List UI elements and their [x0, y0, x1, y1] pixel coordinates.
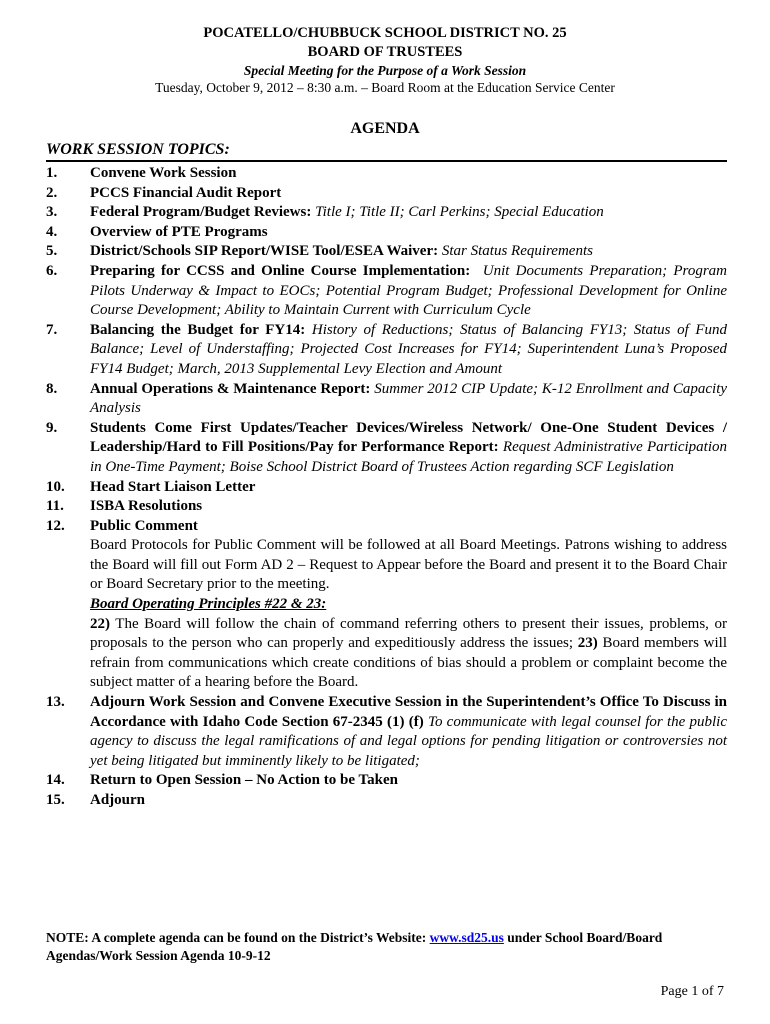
agenda-item — [46, 223, 727, 243]
item-title: Adjourn — [90, 792, 146, 808]
item-detail: Summer 2012 CIP Update; K-12 Enrollment and Capacity Analysis — [90, 380, 728, 417]
item-number: 4. — [46, 223, 58, 240]
item-title: Public Comment — [90, 517, 198, 534]
item-detail: To communicate with legal counsel for the public agency to discuss the legal ramifications of and legal options for pending litigation or controversies not yet being litigated but imminently likely to be litigated; — [90, 713, 728, 769]
district-website-link[interactable]: www.sd25.us — [429, 930, 504, 945]
agenda-item — [46, 517, 727, 693]
item-number: 8. — [46, 380, 58, 397]
meeting-type: Special Meeting for the Purpose of a Work Session — [243, 63, 527, 78]
item-number: 11. — [46, 498, 64, 515]
principle-23-text: Board members will refrain from communications which create conditions of bias should a problem or complaint become the subject matter of a hearing before the Board. — [90, 635, 728, 691]
item-title: Balancing the Budget for FY14: — [90, 321, 306, 338]
agenda-item — [46, 478, 727, 498]
item-detail: Unit Documents Preparation; Program Pilots Underway & Impact to EOCs; Potential Program Budget; Professional Development for Online Course Development; Ability to Maintain Current with Curriculum Cycle — [90, 262, 727, 319]
item-number: 14. — [46, 772, 65, 789]
item-title: ISBA Resolutions — [90, 498, 203, 515]
agenda-item — [46, 693, 727, 771]
item-detail: Star Status Requirements — [441, 243, 593, 260]
district-name: POCATELLO/CHUBBUCK SCHOOL DISTRICT NO. 25 — [203, 25, 567, 41]
agenda-item — [46, 771, 727, 791]
principle-22-number: 22) — [90, 615, 110, 632]
item-number: 12. — [46, 517, 65, 534]
item-title: District/Schools SIP Report/WISE Tool/ESEA Waiver: — [90, 243, 439, 260]
public-comment-protocol: Board Protocols for Public Comment will be followed at all Board Meetings. Patrons wishing to address the Board will fill out Form AD 2 – Request to Appear before the Board and present it to the Board Chair or Board Secretary prior to the meeting. — [90, 537, 727, 593]
item-title: Students Come First Updates/Teacher Devices/Wireless Network/ One-One Student Devices / Leadership/Hard to Fill Positions/Pay for Performance Report: — [90, 419, 727, 456]
agenda-item — [46, 380, 727, 419]
item-number: 6. — [46, 262, 58, 279]
item-title: Overview of PTE Programs — [90, 223, 268, 240]
board-name: BOARD OF TRUSTEES — [307, 44, 463, 60]
item-number: 5. — [46, 243, 58, 260]
item-number: 9. — [46, 419, 58, 436]
item-title: Annual Operations & Maintenance Report: — [90, 380, 371, 397]
item-title: Federal Program/Budget Reviews: — [90, 204, 312, 221]
item-number: 2. — [46, 184, 58, 201]
agenda-item — [46, 242, 727, 262]
principle-22-text: The Board will follow the chain of command referring others to present their issues, problems, or proposals to the person who can properly and expeditiously address the issues; — [90, 615, 727, 652]
item-detail: History of Reductions; Status of Balancing FY13; Status of Fund Balance; Level of Understaffing; Projected Cost Increases for FY14; Superintendent Luna’s Proposed FY14 Budget; March, 2013 Supplemental Levy Election and Amount — [90, 321, 727, 377]
item-number: 3. — [46, 204, 58, 221]
agenda-item — [46, 164, 727, 184]
item-title: Preparing for CCSS and Online Course Implementation: — [90, 262, 471, 279]
item-title: Head Start Liaison Letter — [90, 478, 256, 495]
website-note — [46, 929, 727, 965]
section-title: WORK SESSION TOPICS: — [46, 140, 727, 162]
page-number: Page 1 of 7 — [660, 984, 724, 999]
operating-principles-heading: Board Operating Principles #22 & 23: — [90, 596, 327, 613]
meeting-date-line: Tuesday, October 9, 2012 – 8:30 a.m. – Board Room at the Education Service Center — [155, 80, 615, 95]
agenda-item — [46, 203, 727, 223]
agenda-item — [46, 497, 727, 517]
agenda-item — [46, 262, 727, 321]
item-title: Adjourn Work Session and Convene Executive Session in the Superintendent’s Office To Discuss in Accordance with Idaho Code Section 67-2345 (1) (f) — [90, 694, 727, 730]
principle-23-number: 23) — [577, 635, 598, 652]
item-number: 10. — [46, 478, 65, 495]
agenda-item — [46, 321, 727, 380]
agenda-list — [46, 164, 727, 811]
item-number: 1. — [46, 165, 58, 181]
item-detail: Title I; Title II; Carl Perkins; Special Education — [315, 204, 604, 221]
item-number: 13. — [46, 694, 65, 711]
item-detail: Request Administrative Participation in One-Time Payment; Boise School District Board of Trustees Action regarding SCF Legislation — [90, 439, 728, 475]
agenda-item — [46, 184, 727, 204]
item-title: Convene Work Session — [90, 165, 237, 181]
agenda-title: AGENDA — [350, 120, 420, 137]
note-suffix: under School Board/Board Agendas/Work Session Agenda 10-9-12 — [46, 930, 663, 963]
operating-principles-text — [90, 615, 727, 693]
item-title: Return to Open Session – No Action to be Taken — [90, 772, 398, 789]
agenda-item — [46, 419, 727, 478]
document-header — [0, 24, 770, 96]
item-number: 7. — [46, 321, 58, 338]
note-prefix: NOTE: A complete agenda can be found on the District’s Website: — [46, 930, 427, 945]
item-title: PCCS Financial Audit Report — [90, 184, 282, 201]
item-number: 15. — [46, 792, 65, 808]
agenda-item — [46, 791, 727, 811]
